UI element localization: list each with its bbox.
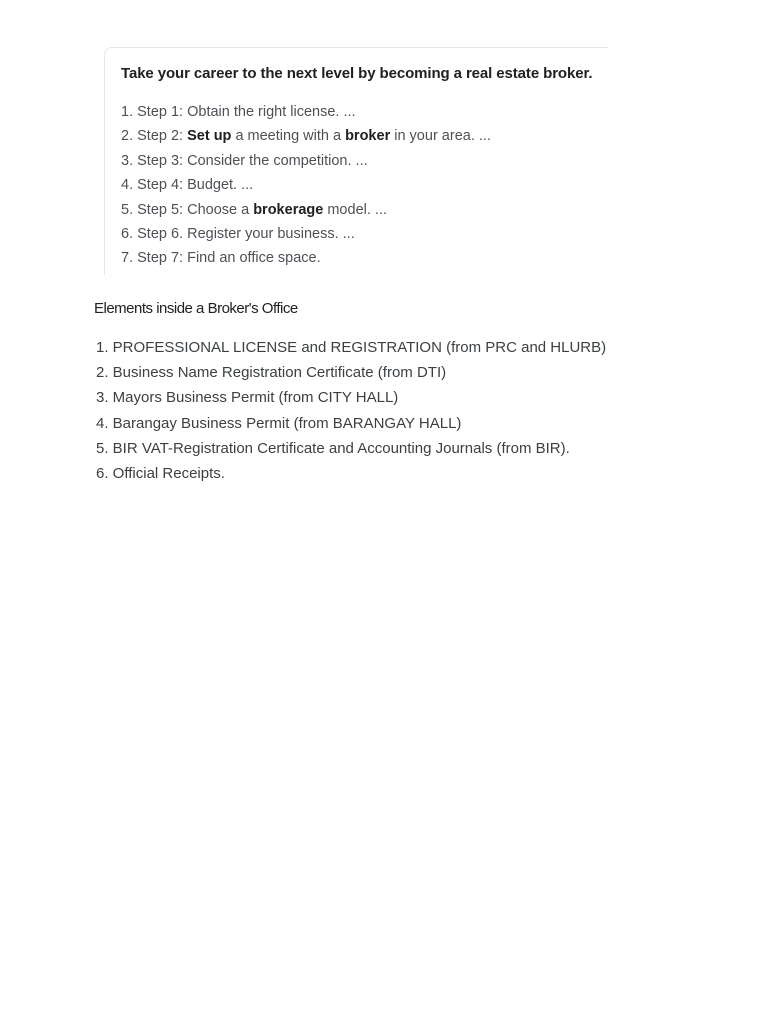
list-item: 6. Official Receipts. [96, 464, 225, 482]
featured-snippet-card [104, 47, 608, 275]
section-title: Elements inside a Broker's Office [94, 300, 298, 317]
step-item: 2. Step 2: Set up a meeting with a broker in your area. ... [121, 128, 491, 145]
steps-list [121, 100, 491, 271]
step-item: 7. Step 7: Find an office space. [121, 250, 321, 267]
step-item: 4. Step 4: Budget. ... [121, 177, 254, 194]
list-item: 4. Barangay Business Permit (from BARANGAY HALL) [96, 414, 462, 432]
list-item: 5. BIR VAT-Registration Certificate and Accounting Journals (from BIR). [96, 439, 570, 457]
list-item: 1. PROFESSIONAL LICENSE and REGISTRATION (from PRC and HLURB) [96, 339, 607, 356]
elements-list [96, 335, 606, 486]
list-item: 3. Mayors Business Permit (from CITY HALL) [96, 389, 399, 407]
step-item: 6. Step 6. Register your business. ... [121, 225, 355, 242]
step-item: 3. Step 3: Consider the competition. ... [121, 152, 368, 169]
snippet-heading: Take your career to the next level by becoming a real estate broker. [121, 65, 593, 82]
step-item: 5. Step 5: Choose a brokerage model. ... [121, 201, 387, 218]
list-item: 2. Business Name Registration Certificate (from DTI) [96, 364, 447, 382]
step-item: 1. Step 1: Obtain the right license. ... [121, 104, 356, 120]
